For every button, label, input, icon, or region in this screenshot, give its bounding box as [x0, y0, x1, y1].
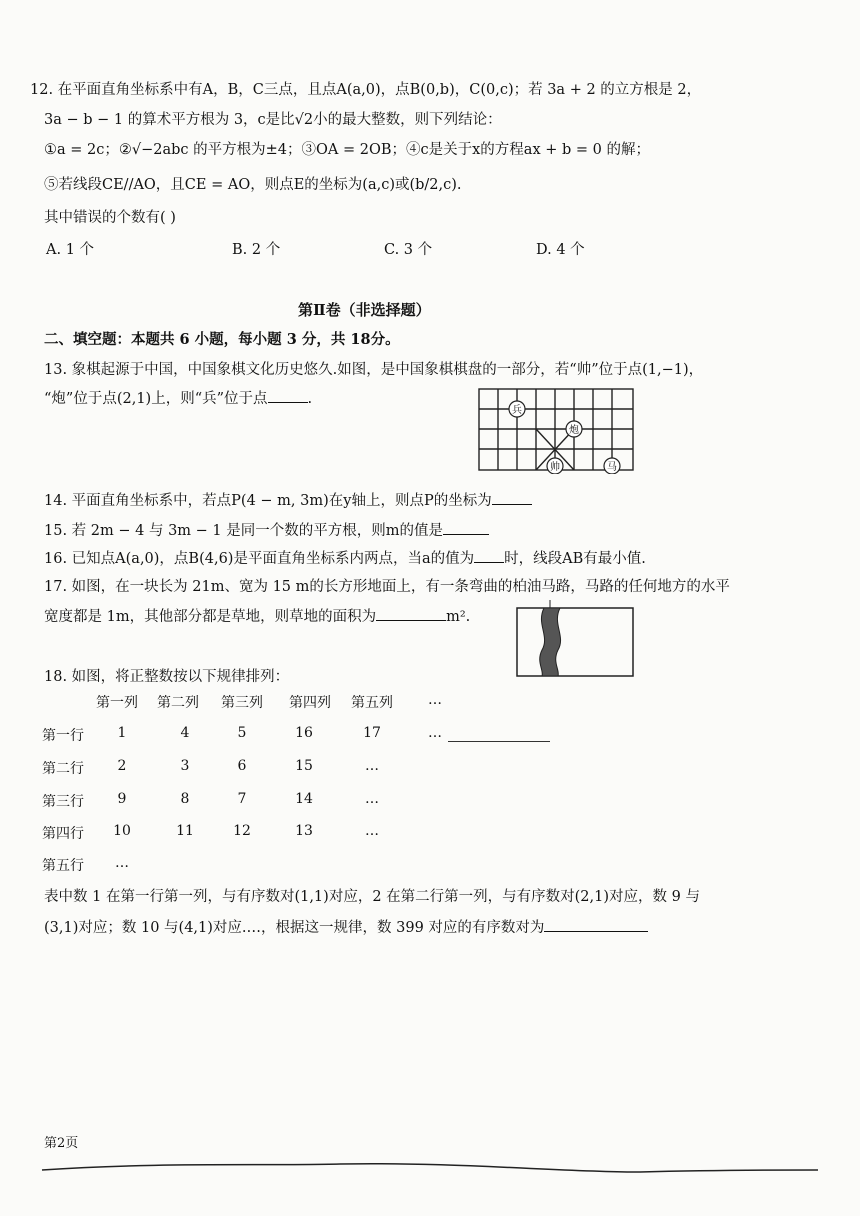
table-cell: 12 [233, 823, 251, 839]
table-cell: 1 [117, 725, 127, 741]
piece-shuai-label: 帅 [550, 462, 560, 473]
q16-text: 16. 已知点A(a,0)，点B(4,6)是平面直角坐标系内两点，当a的值为 时，线段AB有最小值. [44, 548, 646, 569]
q12-option-c[interactable]: C. 3 个 [384, 242, 433, 258]
table-cell: 15 [295, 758, 313, 774]
q13-answer-blank[interactable] [268, 388, 308, 403]
q12-line2: 3a − b − 1 的算术平方根为 3，c是比√2小的最大整数，则下列结论： [44, 112, 502, 128]
q14-text: 14. 平面直角坐标系中，若点P(4 − m, 3m)在y轴上，则点P的坐标为 [44, 490, 532, 511]
section2-title: 第Ⅱ卷（非选择题） [298, 301, 431, 319]
table-cell: 7 [237, 791, 247, 807]
q13-line1: 13. 象棋起源于中国，中国象棋文化历史悠久.如图，是中国象棋棋盘的一部分，若“帅”位于点(1,−1)， [44, 362, 704, 378]
piece-pao [566, 421, 582, 437]
row-label-3: 第三行 [42, 794, 84, 810]
q17-line2: 宽度都是 1m，其他部分都是草地，则草地的面积为 m². [44, 606, 470, 627]
table-cell: 9 [117, 791, 127, 807]
col-header-1: 第一列 [96, 695, 138, 711]
col-header-more: … [428, 692, 442, 708]
page-number: 第2页 [44, 1136, 79, 1151]
col-header-3: 第三列 [221, 695, 263, 711]
table-cell: … [115, 855, 129, 871]
q12-line5: 其中错误的个数有( ) [44, 210, 176, 226]
table-cell: 2 [117, 758, 127, 774]
asphalt-road [540, 608, 561, 676]
piece-shuai [547, 458, 563, 474]
q14-answer-blank[interactable] [492, 490, 532, 505]
piece-pao-label: 炮 [569, 425, 579, 436]
q15-text: 15. 若 2m − 4 与 3m − 1 是同一个数的平方根，则m的值是 [44, 520, 489, 541]
table-cell: … [428, 725, 442, 741]
q18-note2: (3,1)对应；数 10 与(4,1)对应.…，根据这一规律，数 399 对应的有序数对为 [44, 917, 648, 938]
q12-option-d[interactable]: D. 4 个 [536, 242, 585, 258]
q17-answer-blank[interactable] [376, 606, 446, 621]
q12-option-a[interactable]: A. 1 个 [46, 242, 95, 258]
table-cell: 17 [363, 725, 381, 741]
row-label-4: 第四行 [42, 826, 84, 842]
table-cell: 13 [295, 823, 313, 839]
col-header-4: 第四列 [289, 695, 331, 711]
section2-heading: 二、填空题：本题共 6 小题，每小题 3 分，共 18分。 [44, 331, 400, 348]
row-label-2: 第二行 [42, 761, 84, 777]
piece-ma [604, 458, 620, 474]
table-cell: 14 [295, 791, 313, 807]
q12-option-b[interactable]: B. 2 个 [232, 242, 281, 258]
table-cell: 4 [180, 725, 190, 741]
q16-answer-blank[interactable] [474, 548, 504, 563]
row-label-1: 第一行 [42, 728, 84, 744]
col-header-2: 第二列 [157, 695, 199, 711]
q15-answer-blank[interactable] [443, 520, 489, 535]
table-cell: 5 [237, 725, 247, 741]
q18-answer-blank[interactable] [544, 917, 648, 932]
table-cell: 16 [295, 725, 313, 741]
q12-line4: ⑤若线段CE//AO，且CE = AO，则点E的坐标为(a,c)或(b/2,c). [44, 177, 462, 193]
table-cell: 11 [176, 823, 194, 839]
q17-line1: 17. 如图，在一块长为 21m、宽为 15 m的长方形地面上，有一条弯曲的柏油马路，马路的任何地方的水平 [44, 579, 730, 595]
piece-bing-label: 兵 [512, 405, 522, 416]
q13-line2: “炮”位于点(2,1)上，则“兵”位于点 . [44, 388, 312, 409]
q12-line3: ①a = 2c；②√−2abc 的平方根为±4；③OA = 2OB；④c是关于x的方程ax + b = 0 的解； [44, 142, 650, 158]
road-field-figure [514, 598, 636, 680]
q18-intro: 18. 如图，将正整数按以下规律排列： [44, 669, 290, 685]
table-cell: 8 [180, 791, 190, 807]
table-cell: 6 [237, 758, 247, 774]
piece-ma-label: 马 [607, 462, 617, 473]
piece-bing [509, 401, 525, 417]
q12-line1: 12. 在平面直角坐标系中有A，B，C三点，且点A(a,0)，点B(0,b)，C(0,c)；若 3a + 2 的立方根是 2， [30, 82, 702, 98]
row1-continuation-line [448, 741, 550, 742]
chess-board-figure [476, 386, 636, 474]
row-label-5: 第五行 [42, 858, 84, 874]
q18-note1: 表中数 1 在第一行第一列，与有序数对(1,1)对应，2 在第二行第一列，与有序数对(2,1)对应，数 9 与 [44, 889, 700, 905]
table-cell: … [365, 823, 379, 839]
table-cell: … [365, 791, 379, 807]
col-header-5: 第五列 [351, 695, 393, 711]
table-cell: 10 [113, 823, 131, 839]
table-cell: … [365, 758, 379, 774]
table-cell: 3 [180, 758, 190, 774]
page-bottom-line [40, 1156, 820, 1186]
